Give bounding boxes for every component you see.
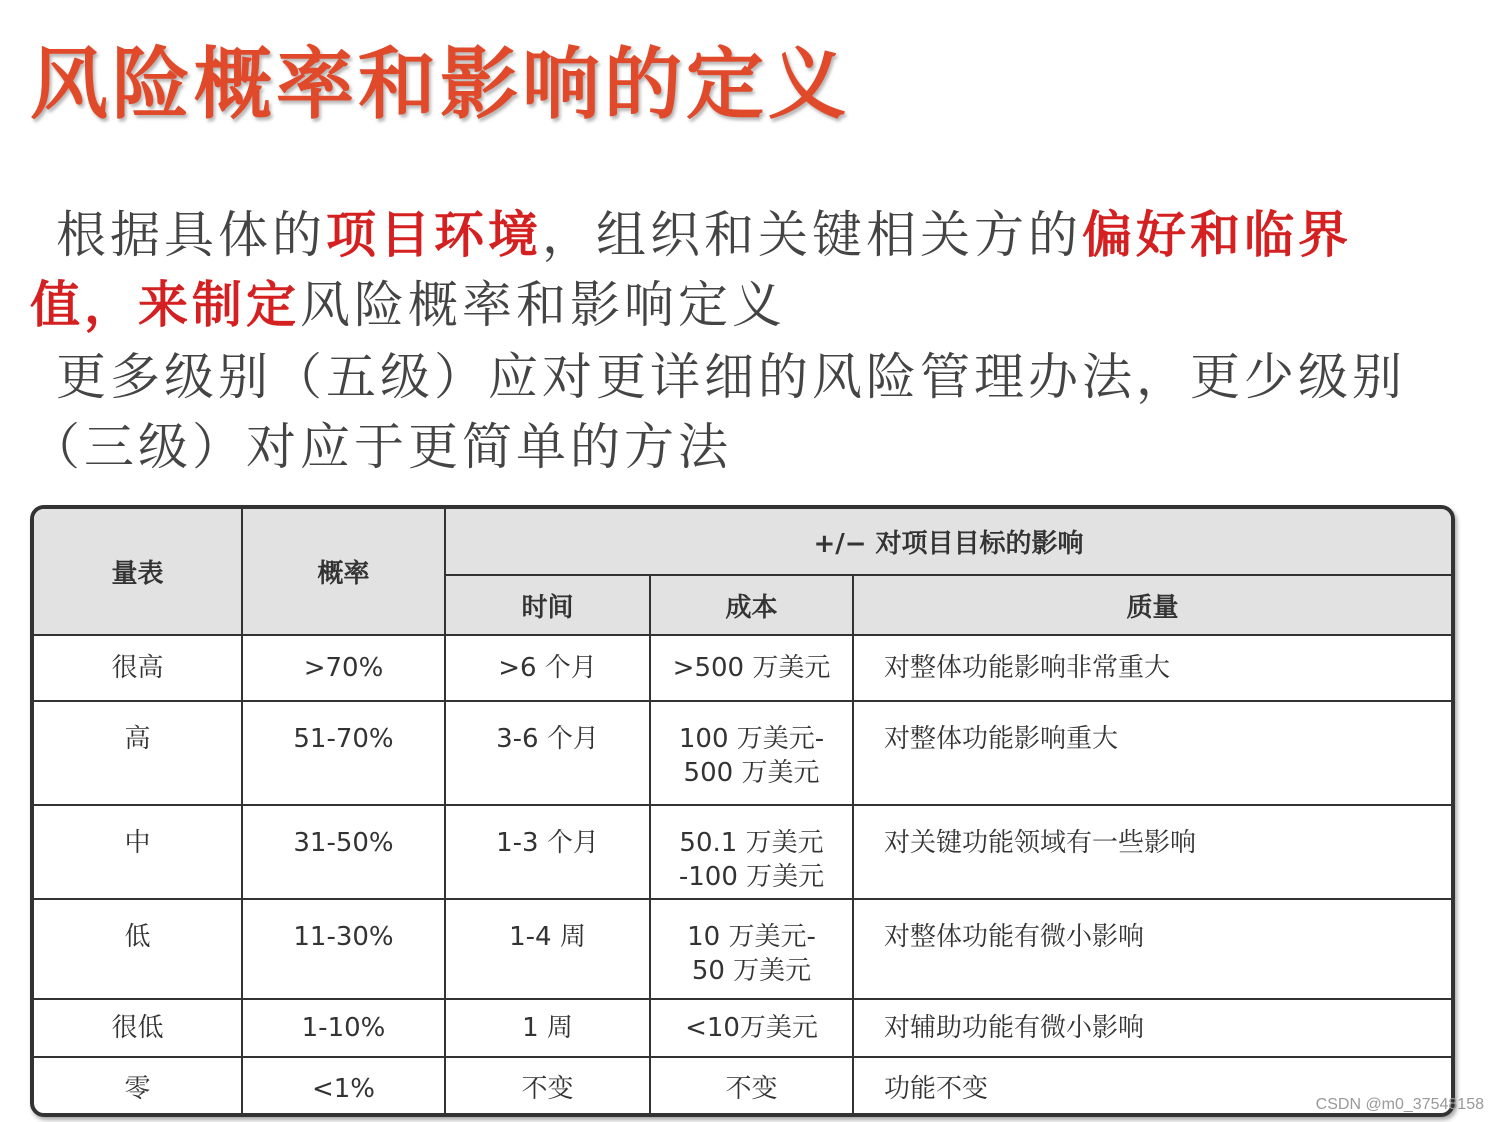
header-time: 时间	[445, 575, 650, 635]
cell-quality: 对整体功能影响重大	[853, 701, 1451, 805]
table-row	[34, 805, 1451, 899]
cell-quality: 功能不变	[853, 1057, 1451, 1117]
cell-cost: <10万美元	[650, 999, 853, 1057]
cell-cost: 100 万美元- 500 万美元	[650, 701, 853, 805]
paragraph-text: 更多级别（五级）应对更详细的风险管理办法，更少级别（三级）对应于更简单的方法	[30, 348, 1406, 476]
highlight-text: 偏好和临界值，来制定	[30, 205, 1352, 334]
cell-scale: 高	[34, 701, 242, 805]
table-row	[34, 999, 1451, 1057]
cell-probability: 31-50%	[242, 805, 445, 899]
risk-definition-table	[30, 505, 1455, 1117]
table-row	[34, 1057, 1451, 1117]
paragraph-text: 风险概率和影响定义	[300, 276, 786, 334]
cell-time: >6 个月	[445, 635, 650, 701]
cell-probability: 11-30%	[242, 899, 445, 999]
cell-quality: 对整体功能有微小影响	[853, 899, 1451, 999]
cell-cost: >500 万美元	[650, 635, 853, 701]
paragraph-text: ，组织和关键相关方的	[542, 206, 1082, 264]
header-cost: 成本	[650, 575, 853, 635]
cell-probability: <1%	[242, 1057, 445, 1117]
paragraph-context	[30, 200, 1430, 340]
cell-quality: 对整体功能影响非常重大	[853, 635, 1451, 701]
table-row	[34, 701, 1451, 805]
cell-time: 1-3 个月	[445, 805, 650, 899]
cell-quality: 对关键功能领域有一些影响	[853, 805, 1451, 899]
cell-scale: 很高	[34, 635, 242, 701]
paragraph-levels	[30, 342, 1430, 482]
highlight-text: 项目环境	[326, 205, 542, 264]
table-row	[34, 899, 1451, 999]
cell-cost: 50.1 万美元 -100 万美元	[650, 805, 853, 899]
cell-time: 不变	[445, 1057, 650, 1117]
cell-cost: 不变	[650, 1057, 853, 1117]
header-quality: 质量	[853, 575, 1451, 635]
page-title: 风险概率和影响的定义	[30, 39, 851, 130]
cell-quality: 对辅助功能有微小影响	[853, 999, 1451, 1057]
cell-probability: 1-10%	[242, 999, 445, 1057]
cell-probability: 51-70%	[242, 701, 445, 805]
table-row	[34, 635, 1451, 701]
cell-time: 3-6 个月	[445, 701, 650, 805]
paragraph-text: 根据具体的	[56, 206, 326, 264]
cell-probability: >70%	[242, 635, 445, 701]
cell-scale: 低	[34, 899, 242, 999]
cell-scale: 很低	[34, 999, 242, 1057]
header-impact: +/− 对项目目标的影响	[445, 509, 1451, 575]
cell-cost: 10 万美元- 50 万美元	[650, 899, 853, 999]
cell-scale: 零	[34, 1057, 242, 1117]
cell-time: 1 周	[445, 999, 650, 1057]
cell-scale: 中	[34, 805, 242, 899]
watermark: CSDN @m0_37548158	[1315, 1096, 1484, 1113]
header-scale: 量表	[34, 509, 242, 635]
cell-time: 1-4 周	[445, 899, 650, 999]
header-probability: 概率	[242, 509, 445, 635]
